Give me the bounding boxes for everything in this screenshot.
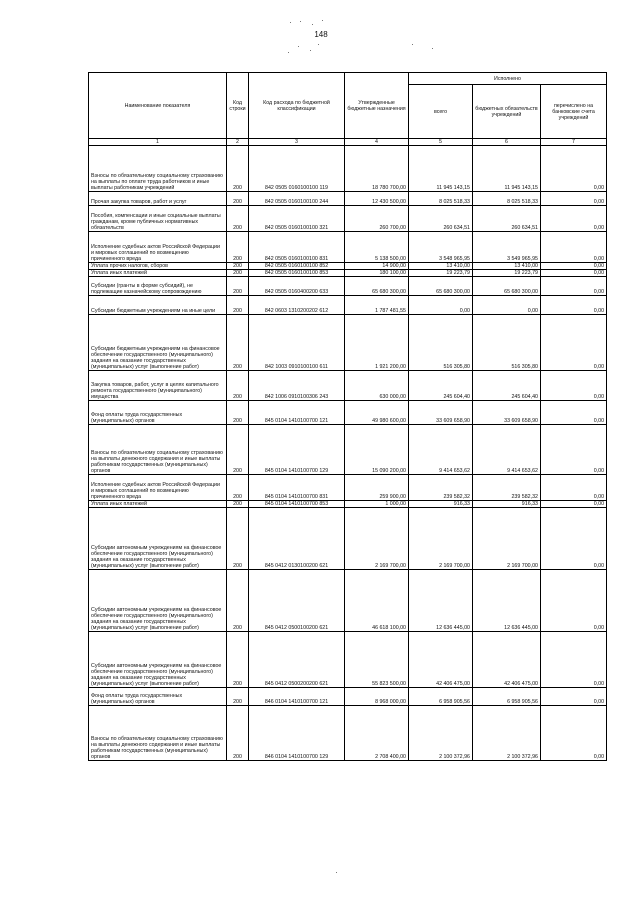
row-approved: 1 000,00	[345, 501, 409, 508]
row-executed-institutions: 239 582,32	[473, 475, 541, 501]
row-name: Исполнение судебных актов Российской Федерации и мировых соглашений по возмещению причиненного вреда	[89, 475, 227, 501]
row-budget-code: 846 0104 1410100700 121	[249, 688, 345, 706]
row-line-code: 200	[227, 296, 249, 315]
row-executed-institutions: 260 634,51	[473, 206, 541, 232]
row-name: Субсидии бюджетным учреждениям на финансовое обеспечение государственного (муниципального) задания на оказание государственных (муниципальных) услуг (выполнение работ)	[89, 315, 227, 371]
row-name: Уплата иных платежей	[89, 270, 227, 277]
row-line-code: 200	[227, 475, 249, 501]
scan-speck	[312, 24, 313, 25]
row-transfer: 0,00	[541, 192, 607, 206]
row-executed-total: 239 582,32	[409, 475, 473, 501]
row-line-code: 200	[227, 508, 249, 570]
table-row	[89, 401, 607, 425]
row-name: Уплата иных платежей	[89, 501, 227, 508]
scan-speck	[310, 50, 311, 51]
row-line-code: 200	[227, 706, 249, 761]
page-number: 148	[314, 30, 328, 39]
row-executed-total: 245 604,40	[409, 371, 473, 401]
row-transfer: 0,00	[541, 146, 607, 192]
row-executed-institutions: 6 958 905,56	[473, 688, 541, 706]
row-approved: 2 708 400,00	[345, 706, 409, 761]
column-number: 1	[89, 139, 227, 146]
scan-speck	[300, 21, 301, 22]
scan-speck	[322, 20, 323, 21]
row-name: Субсидии бюджетным учреждениям на иные цели	[89, 296, 227, 315]
row-executed-institutions: 12 636 445,00	[473, 570, 541, 632]
row-executed-institutions: 33 609 658,90	[473, 401, 541, 425]
row-executed-institutions: 19 223,79	[473, 270, 541, 277]
row-executed-institutions: 42 406 475,00	[473, 632, 541, 688]
header-executed: Исполнено	[409, 73, 607, 85]
row-transfer: 0,00	[541, 296, 607, 315]
table-row	[89, 501, 607, 508]
row-executed-institutions: 3 549 965,95	[473, 232, 541, 263]
scan-speck	[298, 46, 299, 47]
table-row	[89, 706, 607, 761]
row-executed-total: 42 406 475,00	[409, 632, 473, 688]
row-executed-total: 2 100 372,96	[409, 706, 473, 761]
row-executed-institutions: 245 604,40	[473, 371, 541, 401]
row-approved: 15 090 200,00	[345, 425, 409, 475]
column-number-row	[89, 139, 607, 146]
row-line-code: 200	[227, 315, 249, 371]
table-row	[89, 192, 607, 206]
row-budget-code: 842 0505 0160100100 321	[249, 206, 345, 232]
row-transfer: 0,00	[541, 508, 607, 570]
row-line-code: 200	[227, 277, 249, 296]
row-transfer: 0,00	[541, 206, 607, 232]
header-budget-code: Код расхода по бюджетной классификации	[249, 73, 345, 139]
row-line-code: 200	[227, 270, 249, 277]
report-table	[88, 72, 607, 761]
row-line-code: 200	[227, 206, 249, 232]
row-transfer: 0,00	[541, 425, 607, 475]
row-executed-total: 516 305,80	[409, 315, 473, 371]
row-executed-institutions: 11 945 143,15	[473, 146, 541, 192]
row-executed-total: 8 025 518,33	[409, 192, 473, 206]
table-row	[89, 315, 607, 371]
row-name: Уплата прочих налогов, сборов	[89, 263, 227, 270]
table-row	[89, 632, 607, 688]
table-row	[89, 263, 607, 270]
row-budget-code: 842 0505 0160100100 831	[249, 232, 345, 263]
row-name: Субсидии автономным учреждениям на финансовое обеспечение государственного (муниципального) задания на оказание государственных (муниципальных) услуг (выполнение работ)	[89, 570, 227, 632]
table-row	[89, 296, 607, 315]
column-number: 2	[227, 139, 249, 146]
row-approved: 18 780 700,00	[345, 146, 409, 192]
row-approved: 630 000,00	[345, 371, 409, 401]
row-approved: 14 900,00	[345, 263, 409, 270]
row-approved: 55 823 500,00	[345, 632, 409, 688]
row-transfer: 0,00	[541, 501, 607, 508]
row-transfer: 0,00	[541, 371, 607, 401]
row-executed-institutions: 9 414 653,62	[473, 425, 541, 475]
row-executed-total: 12 636 445,00	[409, 570, 473, 632]
row-transfer: 0,00	[541, 688, 607, 706]
row-executed-total: 13 410,00	[409, 263, 473, 270]
row-budget-code: 845 0412 0130100200 621	[249, 508, 345, 570]
row-line-code: 200	[227, 688, 249, 706]
column-number: 6	[473, 139, 541, 146]
scan-speck	[318, 44, 319, 45]
table-row	[89, 508, 607, 570]
row-transfer: 0,00	[541, 570, 607, 632]
table-row	[89, 475, 607, 501]
row-approved: 8 968 000,00	[345, 688, 409, 706]
row-transfer: 0,00	[541, 270, 607, 277]
table-row	[89, 688, 607, 706]
row-executed-institutions: 0,00	[473, 296, 541, 315]
row-transfer: 0,00	[541, 401, 607, 425]
scan-speck	[412, 44, 413, 45]
column-number: 7	[541, 139, 607, 146]
row-executed-institutions: 2 169 700,00	[473, 508, 541, 570]
row-transfer: 0,00	[541, 315, 607, 371]
header-name: Наименование показателя	[89, 73, 227, 139]
row-approved: 1 921 200,00	[345, 315, 409, 371]
row-transfer: 0,00	[541, 263, 607, 270]
row-executed-total: 6 958 905,56	[409, 688, 473, 706]
row-budget-code: 842 1006 0910100306 243	[249, 371, 345, 401]
row-executed-total: 11 945 143,15	[409, 146, 473, 192]
row-budget-code: 842 0505 0160100100 119	[249, 146, 345, 192]
row-executed-total: 916,33	[409, 501, 473, 508]
scan-speck	[288, 52, 289, 53]
row-name: Закупка товаров, работ, услуг в целях капитального ремонта государственного (муниципального) имущества	[89, 371, 227, 401]
row-executed-total: 33 609 658,90	[409, 401, 473, 425]
table-row	[89, 570, 607, 632]
scan-speck	[336, 872, 337, 873]
row-budget-code: 845 0104 1410100700 121	[249, 401, 345, 425]
row-line-code: 200	[227, 401, 249, 425]
row-transfer: 0,00	[541, 475, 607, 501]
row-line-code: 200	[227, 632, 249, 688]
column-number: 3	[249, 139, 345, 146]
header-budget-institutions: бюджетных обязательств учреждений	[473, 85, 541, 139]
row-line-code: 200	[227, 192, 249, 206]
row-name: Взносы по обязательному социальному страхованию на выплаты денежного содержания и иные выплаты работникам государственных (муниципальных) органов	[89, 425, 227, 475]
row-executed-institutions: 2 100 372,96	[473, 706, 541, 761]
row-approved: 46 618 100,00	[345, 570, 409, 632]
table-row	[89, 146, 607, 192]
row-line-code: 200	[227, 232, 249, 263]
row-transfer: 0,00	[541, 632, 607, 688]
row-budget-code: 846 0104 1410100700 129	[249, 706, 345, 761]
row-name: Исполнение судебных актов Российской Федерации и мировых соглашений по возмещению причиненного вреда	[89, 232, 227, 263]
row-name: Прочая закупка товаров, работ и услуг	[89, 192, 227, 206]
row-budget-code: 845 0412 0500100200 621	[249, 570, 345, 632]
table-body	[89, 146, 607, 761]
row-budget-code: 845 0412 0500200200 621	[249, 632, 345, 688]
row-name: Фонд оплаты труда государственных (муниципальных) органов	[89, 688, 227, 706]
row-executed-total: 3 548 965,95	[409, 232, 473, 263]
table-row	[89, 206, 607, 232]
row-executed-total: 65 680 300,00	[409, 277, 473, 296]
row-budget-code: 845 0104 1410100700 853	[249, 501, 345, 508]
column-number: 5	[409, 139, 473, 146]
row-line-code: 200	[227, 263, 249, 270]
row-executed-institutions: 8 025 518,33	[473, 192, 541, 206]
row-approved: 1 787 481,55	[345, 296, 409, 315]
row-line-code: 200	[227, 501, 249, 508]
row-executed-institutions: 13 410,00	[473, 263, 541, 270]
row-transfer: 0,00	[541, 706, 607, 761]
header-total: всего	[409, 85, 473, 139]
row-executed-total: 19 223,79	[409, 270, 473, 277]
row-approved: 180 100,00	[345, 270, 409, 277]
row-budget-code: 842 0505 0160100100 244	[249, 192, 345, 206]
row-executed-institutions: 916,33	[473, 501, 541, 508]
row-executed-institutions: 516 305,80	[473, 315, 541, 371]
row-name: Субсидии (гранты в форме субсидий), не подлежащие казначейскому сопровождению	[89, 277, 227, 296]
row-transfer: 0,00	[541, 277, 607, 296]
row-line-code: 200	[227, 371, 249, 401]
row-name: Фонд оплаты труда государственных (муниципальных) органов	[89, 401, 227, 425]
row-line-code: 200	[227, 570, 249, 632]
row-budget-code: 842 0505 0160100100 853	[249, 270, 345, 277]
table-row	[89, 371, 607, 401]
row-budget-code: 842 0603 1310200202 612	[249, 296, 345, 315]
scan-speck	[432, 48, 433, 49]
row-name: Субсидии автономным учреждениям на финансовое обеспечение государственного (муниципального) задания на оказание государственных (муниципальных) услуг (выполнение работ)	[89, 632, 227, 688]
row-approved: 260 700,00	[345, 206, 409, 232]
row-transfer: 0,00	[541, 232, 607, 263]
column-number: 4	[345, 139, 409, 146]
header-approved: Утвержденные бюджетные назначения	[345, 73, 409, 139]
row-approved: 65 680 300,00	[345, 277, 409, 296]
row-executed-institutions: 65 680 300,00	[473, 277, 541, 296]
row-approved: 259 900,00	[345, 475, 409, 501]
row-executed-total: 2 169 700,00	[409, 508, 473, 570]
row-budget-code: 845 0104 1410100700 831	[249, 475, 345, 501]
row-approved: 2 169 700,00	[345, 508, 409, 570]
table-row	[89, 270, 607, 277]
row-name: Субсидии автономным учреждениям на финансовое обеспечение государственного (муниципального) задания на оказание государственных (муниципальных) услуг (выполнение работ)	[89, 508, 227, 570]
row-approved: 5 138 500,00	[345, 232, 409, 263]
header-transfer: перечислено на банковские счета учреждений	[541, 85, 607, 139]
row-budget-code: 842 0505 0160400200 633	[249, 277, 345, 296]
row-executed-total: 260 634,51	[409, 206, 473, 232]
row-budget-code: 845 0104 1410100700 129	[249, 425, 345, 475]
row-executed-total: 9 414 653,62	[409, 425, 473, 475]
table-row	[89, 232, 607, 263]
table-header	[89, 73, 607, 146]
row-name: Взносы по обязательному социальному страхованию на выплаты по оплате труда работников и иные выплаты работникам учреждений	[89, 146, 227, 192]
row-executed-total: 0,00	[409, 296, 473, 315]
row-budget-code: 842 0505 0160100100 852	[249, 263, 345, 270]
row-line-code: 200	[227, 425, 249, 475]
row-name: Пособия, компенсации и иные социальные выплаты гражданам, кроме публичных нормативных обязательств	[89, 206, 227, 232]
row-approved: 49 980 600,00	[345, 401, 409, 425]
table-row	[89, 277, 607, 296]
table-row	[89, 425, 607, 475]
scan-speck	[290, 22, 291, 23]
row-approved: 12 430 500,00	[345, 192, 409, 206]
row-line-code: 200	[227, 146, 249, 192]
header-line-code: Код строки	[227, 73, 249, 139]
row-budget-code: 842 1003 0910100100 611	[249, 315, 345, 371]
row-name: Взносы по обязательному социальному страхованию на выплаты денежного содержания и иные выплаты работникам государственных (муниципальных) органов	[89, 706, 227, 761]
